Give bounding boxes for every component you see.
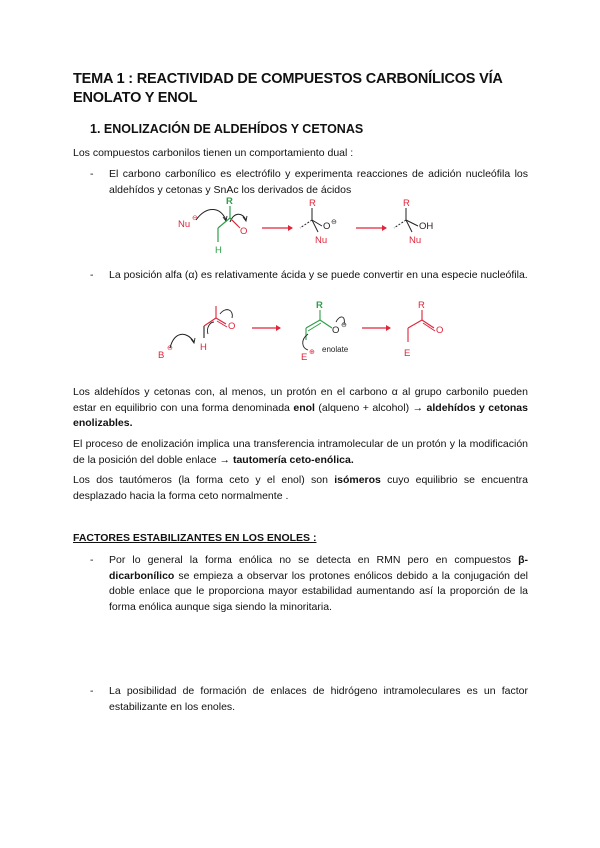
nu-label: Nu: [315, 235, 328, 246]
bullet-dash: -: [90, 168, 94, 180]
bullet-electrofilo: El carbono carbonílico es electrófilo y experimenta reacciones de adición nucleófila los aldehídos y cetonas y SnAc los derivados de ácidos: [109, 168, 528, 196]
o-label: O: [228, 321, 236, 332]
o-charge: ⊖: [341, 322, 347, 329]
nu-label: Nu: [409, 235, 422, 246]
e-label: E: [301, 352, 308, 363]
scheme-enolate-formation: [150, 298, 460, 366]
o-label: O: [323, 221, 331, 232]
bullet-dash: -: [90, 685, 94, 697]
r-label: R: [316, 300, 323, 311]
nu-charge: ⊖: [192, 215, 198, 222]
nu-label: Nu: [178, 219, 191, 230]
r-label: R: [226, 196, 233, 207]
bullet-posicion-alfa: La posición alfa (α) es relativamente ácida y se puede convertir en una especie nucleófila.: [109, 269, 528, 281]
paragraph-text: Los aldehídos y cetonas con, al menos, un protón en el carbono α al grupo carbonilo pueden estar en equilibrio con una forma denominada: [73, 386, 528, 414]
paragraph-text: (alqueno + alcohol) →: [314, 401, 427, 414]
paragraph-text: El proceso de enolización implica una transferencia intramolecular de un protón y la modificación de la posición del doble enlace →: [73, 438, 528, 466]
h-label: H: [200, 342, 207, 353]
term-tautomeria: tautomería ceto-enólica.: [232, 453, 354, 466]
h-label: H: [215, 245, 222, 256]
intro-paragraph: Los compuestos carbonilos tienen un comportamiento dual :: [73, 147, 354, 159]
b-charge: ⊖: [167, 345, 173, 352]
enolate-label: enolate: [322, 345, 349, 354]
bullet-text: Por lo general la forma enólica no se detecta en RMN pero en compuestos: [109, 554, 519, 566]
term-enol: enol: [293, 401, 315, 414]
paragraph-text: Los dos tautómeros (la forma ceto y el enol) son: [73, 474, 335, 486]
o-label: O: [332, 325, 340, 336]
b-label: B: [158, 350, 165, 361]
section-heading-enolizacion: 1. ENOLIZACIÓN DE ALDEHÍDOS Y CETONAS: [90, 122, 364, 136]
oh-label: OH: [419, 221, 434, 232]
o-label: O: [240, 226, 248, 237]
term-dicarbonilico: β-dicarbonílico: [109, 554, 528, 582]
paragraph-isomeros: [73, 473, 528, 504]
page-title: TEMA 1 : REACTIVIDAD DE COMPUESTOS CARBONÍLICOS VÍA ENOLATO Y ENOL: [73, 71, 503, 106]
term-isomeros: isómeros: [334, 474, 381, 486]
bullet-dicarbonilico: [109, 553, 528, 615]
e-label: E: [404, 348, 411, 359]
r-label: R: [403, 198, 410, 209]
paragraph-text: cuyo equilibrio se encuentra desplazado hacia la forma ceto normalmente .: [73, 474, 528, 502]
bullet-dash: -: [90, 269, 94, 281]
r-label: R: [309, 198, 316, 209]
r-label: R: [418, 300, 425, 311]
bullet-dash: -: [90, 554, 94, 566]
attack-arrow: [196, 210, 226, 221]
paragraph-tautomeria: [73, 437, 528, 468]
e-charge: ⊕: [309, 349, 315, 356]
deprotonation-arrow: [170, 334, 194, 348]
o-label: O: [436, 325, 444, 336]
paragraph-enol: [73, 385, 528, 432]
bullet-text: se empieza a observar los protones enólicos debido a la conjugación del doble enlace que le proporciona mayor estabilidad aumentando así la proporción de la forma enólica aunque siga siendo la minoritaria.: [109, 569, 528, 613]
term-enolizables: aldehídos y cetonas enolizables.: [73, 401, 528, 429]
scheme-nucleophilic-addition: [170, 198, 470, 260]
bullet-hidrogeno: La posibilidad de formación de enlaces de hidrógeno intramoleculares es un factor estabilizante en los enoles.: [109, 685, 528, 713]
section-heading-factores: FACTORES ESTABILIZANTES EN LOS ENOLES :: [73, 532, 317, 544]
o-charge: ⊖: [331, 219, 337, 226]
